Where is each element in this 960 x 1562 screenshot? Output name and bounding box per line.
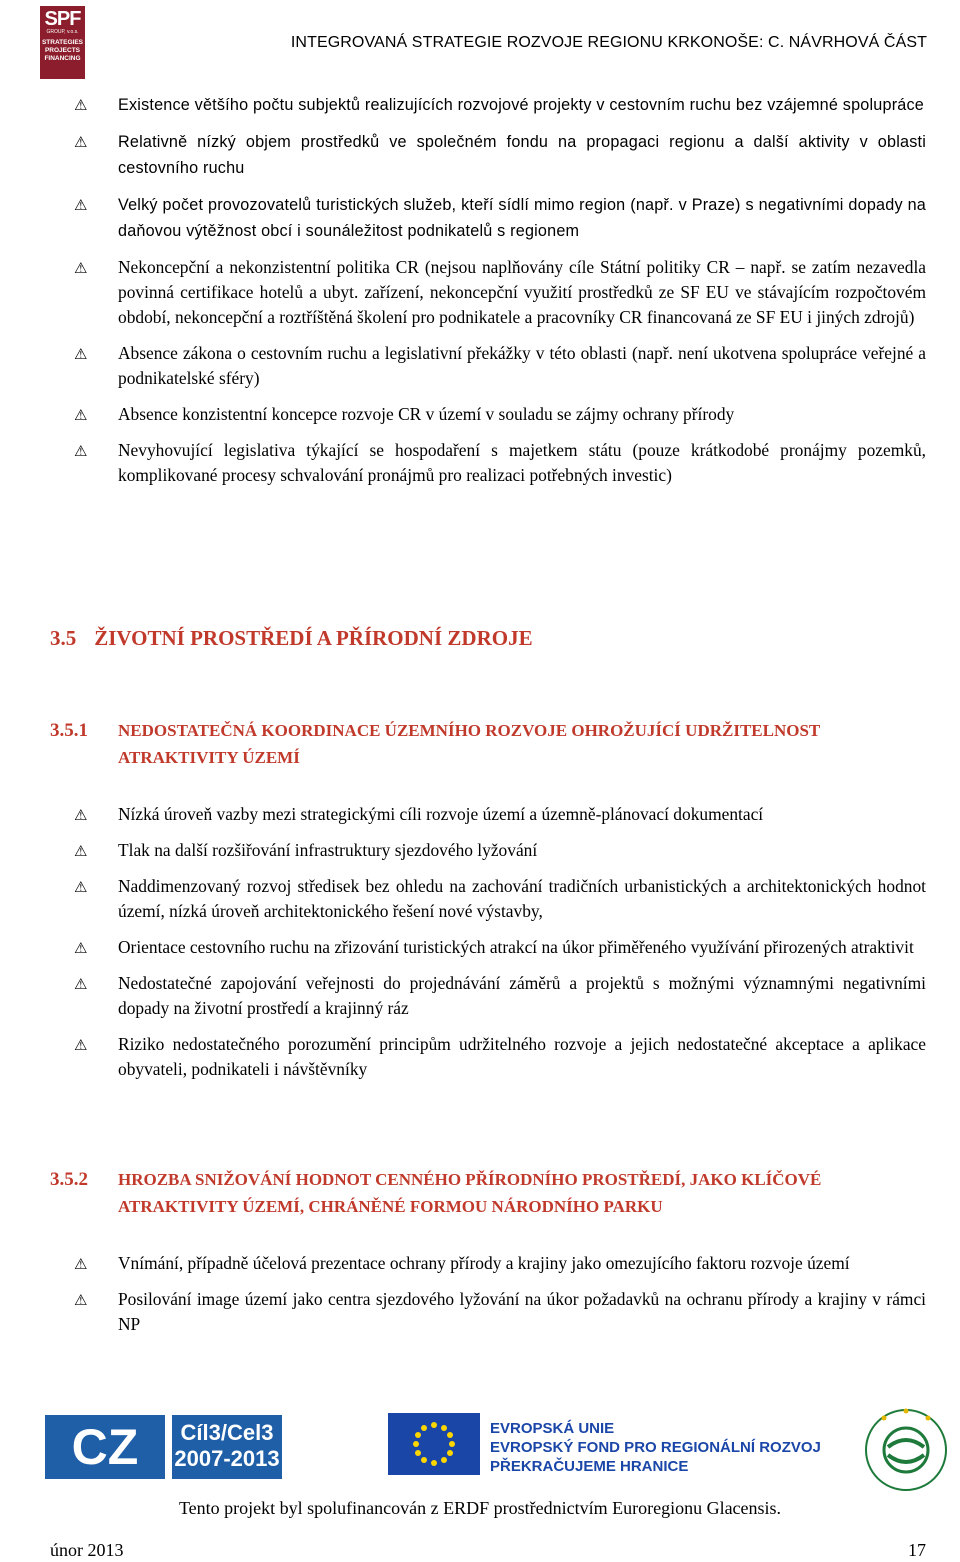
spf-logo xyxy=(40,6,85,79)
list-item: ⚠ Absence zákona o cestovním ruchu a legislativní překážky v této oblasti (např. není ukotvena spolupráce veřejné a podnikatelské sféry) xyxy=(74,343,926,388)
list-item: ⚠ Naddimenzovaný rozvoj středisek bez ohledu na zachování tradičních urbanistických a architektonických hodnot území, nízká úroveň architektonického řešení nové výstavby, xyxy=(74,876,926,921)
list-item: ⚠ Posilování image území jako centra sjezdového lyžování na úkor požadavků na ochranu přírody a krajiny v rámci NP xyxy=(74,1289,926,1334)
bullet-list-3 xyxy=(0,1251,960,1348)
warning-bullet-icon: ⚠ xyxy=(74,1036,88,1054)
logo-big-text: SPF xyxy=(44,8,81,30)
list-item: ⚠ Nízká úroveň vazby mezi strategickými cíli rozvoje území a územně-plánovací dokumentací xyxy=(0,802,960,827)
list-item: ⚠ Absence konzistentní koncepce rozvoje CR v území v souladu se zájmy ochrany přírody xyxy=(0,402,960,427)
warning-bullet-icon: ⚠ xyxy=(74,96,88,114)
warning-bullet-icon: ⚠ xyxy=(74,442,88,460)
section-title: ŽIVOTNÍ PROSTŘEDÍ A PŘÍRODNÍ ZDROJE xyxy=(94,626,533,650)
logo-word: PROJECTS xyxy=(44,47,81,55)
warning-bullet-icon: ⚠ xyxy=(74,196,88,214)
warning-bullet-icon: ⚠ xyxy=(74,133,88,151)
subsection-title: NEDOSTATEČNÁ KOORDINACE ÚZEMNÍHO ROZVOJE OHROŽUJÍCÍ UDRŽITELNOST ATRAKTIVITY ÚZEMÍ xyxy=(118,721,820,767)
logo-small-text: GROUP, v.o.s. xyxy=(46,29,79,35)
footer-note: Tento projekt byl spolufinancován z ERDF prostřednictvím Euroregionu Glacensis. xyxy=(178,1498,782,1518)
logo-word: STRATEGIES xyxy=(41,39,84,46)
euroregion-glacensis-logo xyxy=(858,1405,954,1495)
warning-bullet-icon: ⚠ xyxy=(74,1291,88,1309)
warning-bullet-icon: ⚠ xyxy=(74,975,88,993)
warning-bullet-icon: ⚠ xyxy=(74,259,88,277)
subsection-number: 3.5.1 xyxy=(50,720,88,741)
subsection-title: HROZBA SNIŽOVÁNÍ HODNOT CENNÉHO PŘÍRODNÍHO PROSTŘEDÍ, JAKO KLÍČOVÉ ATRAKTIVITY ÚZEMÍ, CHRÁNĚNÉ FORMOU NÁRODNÍHO PARKU xyxy=(118,1170,822,1216)
list-item: ⚠ Riziko nedostatečného porozumění principům udržitelného rozvoje a jejich nedostatečné akceptace a aplikace obyvateli, podnikateli i návštěvníky xyxy=(74,1034,926,1079)
subsection-heading-1 xyxy=(50,717,920,771)
list-item: ⚠ Nekoncepční a nekonzistentní politika CR (nejsou naplňovány cíle Státní politiky CR – např. se zatím nezavedla povinná certifikace hotelů a ubyt. zařízení, nekoncepční využití prostředků ze SF EU ve stávajícím rozpočtovém období, nekoncepční a roztříštěná školení pro podnikatele a pracovníky CR financovaná ze SF EU i jiných zdrojů) xyxy=(74,257,926,327)
list-item: ⚠ Tlak na další rozšiřování infrastruktury sjezdového lyžování xyxy=(0,838,960,863)
list-item: ⚠ Relativně nízký objem prostředků ve společném fondu na propagaci regionu a další aktivity v oblasti cestovního ruchu xyxy=(0,129,960,181)
list-item: ⚠ Velký počet provozovatelů turistických služeb, kteří sídlí mimo region (např. v Praze) s negativními dopady na daňovou výtěžnost obcí i sounáležitost podnikatelů s regionem xyxy=(0,192,960,244)
warning-bullet-icon: ⚠ xyxy=(74,406,88,424)
czpl-logo: CZ PL xyxy=(45,1415,165,1479)
eu-text: EVROPSKÁ UNIE EVROPSKÝ FOND PRO REGIONÁLNÍ ROZVOJ PŘEKRAČUJEME HRANICE xyxy=(490,1420,821,1475)
page-number: 17 xyxy=(908,1540,926,1560)
warning-bullet-icon: ⚠ xyxy=(74,842,88,860)
header-title: INTEGROVANÁ STRATEGIE ROZVOJE REGIONU KRKONOŠE: C. NÁVRHOVÁ ČÁST xyxy=(290,34,927,51)
footer-date: únor 2013 xyxy=(50,1540,124,1560)
subsection-heading-2 xyxy=(50,1166,920,1220)
subsection-number: 3.5.2 xyxy=(50,1169,88,1190)
warning-bullet-icon: ⚠ xyxy=(74,806,88,824)
section-heading xyxy=(50,626,533,651)
bullet-list-1 xyxy=(0,92,960,499)
eu-flag-icon xyxy=(388,1413,480,1475)
list-item: ⚠ Existence většího počtu subjektů realizujících rozvojové projekty v cestovním ruchu bez vzájemné spolupráce xyxy=(0,92,960,118)
logo-word: FINANCING xyxy=(44,55,81,63)
cil3-logo: Cíl3/Cel3 2007-2013 xyxy=(172,1415,282,1479)
list-item: ⚠ Nevyhovující legislativa týkající se hospodaření s majetkem státu (pouze krátkodobé pronájmy pozemků, komplikované procesy schvalování pronájmů pro realizaci potřebných investic) xyxy=(74,440,926,485)
warning-bullet-icon: ⚠ xyxy=(74,939,88,957)
warning-bullet-icon: ⚠ xyxy=(74,345,88,363)
list-item: ⚠ Vnímání, případně účelová prezentace ochrany přírody a krajiny jako omezujícího faktoru rozvoje území xyxy=(0,1251,960,1276)
bullet-list-2 xyxy=(0,802,960,1093)
warning-bullet-icon: ⚠ xyxy=(74,1255,88,1273)
warning-bullet-icon: ⚠ xyxy=(74,878,88,896)
section-number: 3.5 xyxy=(50,626,77,650)
list-item: ⚠ Nedostatečné zapojování veřejnosti do projednávání záměrů a projektů s možnými významnými negativními dopady na životní prostředí a krajinný ráz xyxy=(74,973,926,1018)
list-item: ⚠ Orientace cestovního ruchu na zřizování turistických atrakcí na úkor přiměřeného využívání přirozených atraktivit xyxy=(0,935,960,960)
